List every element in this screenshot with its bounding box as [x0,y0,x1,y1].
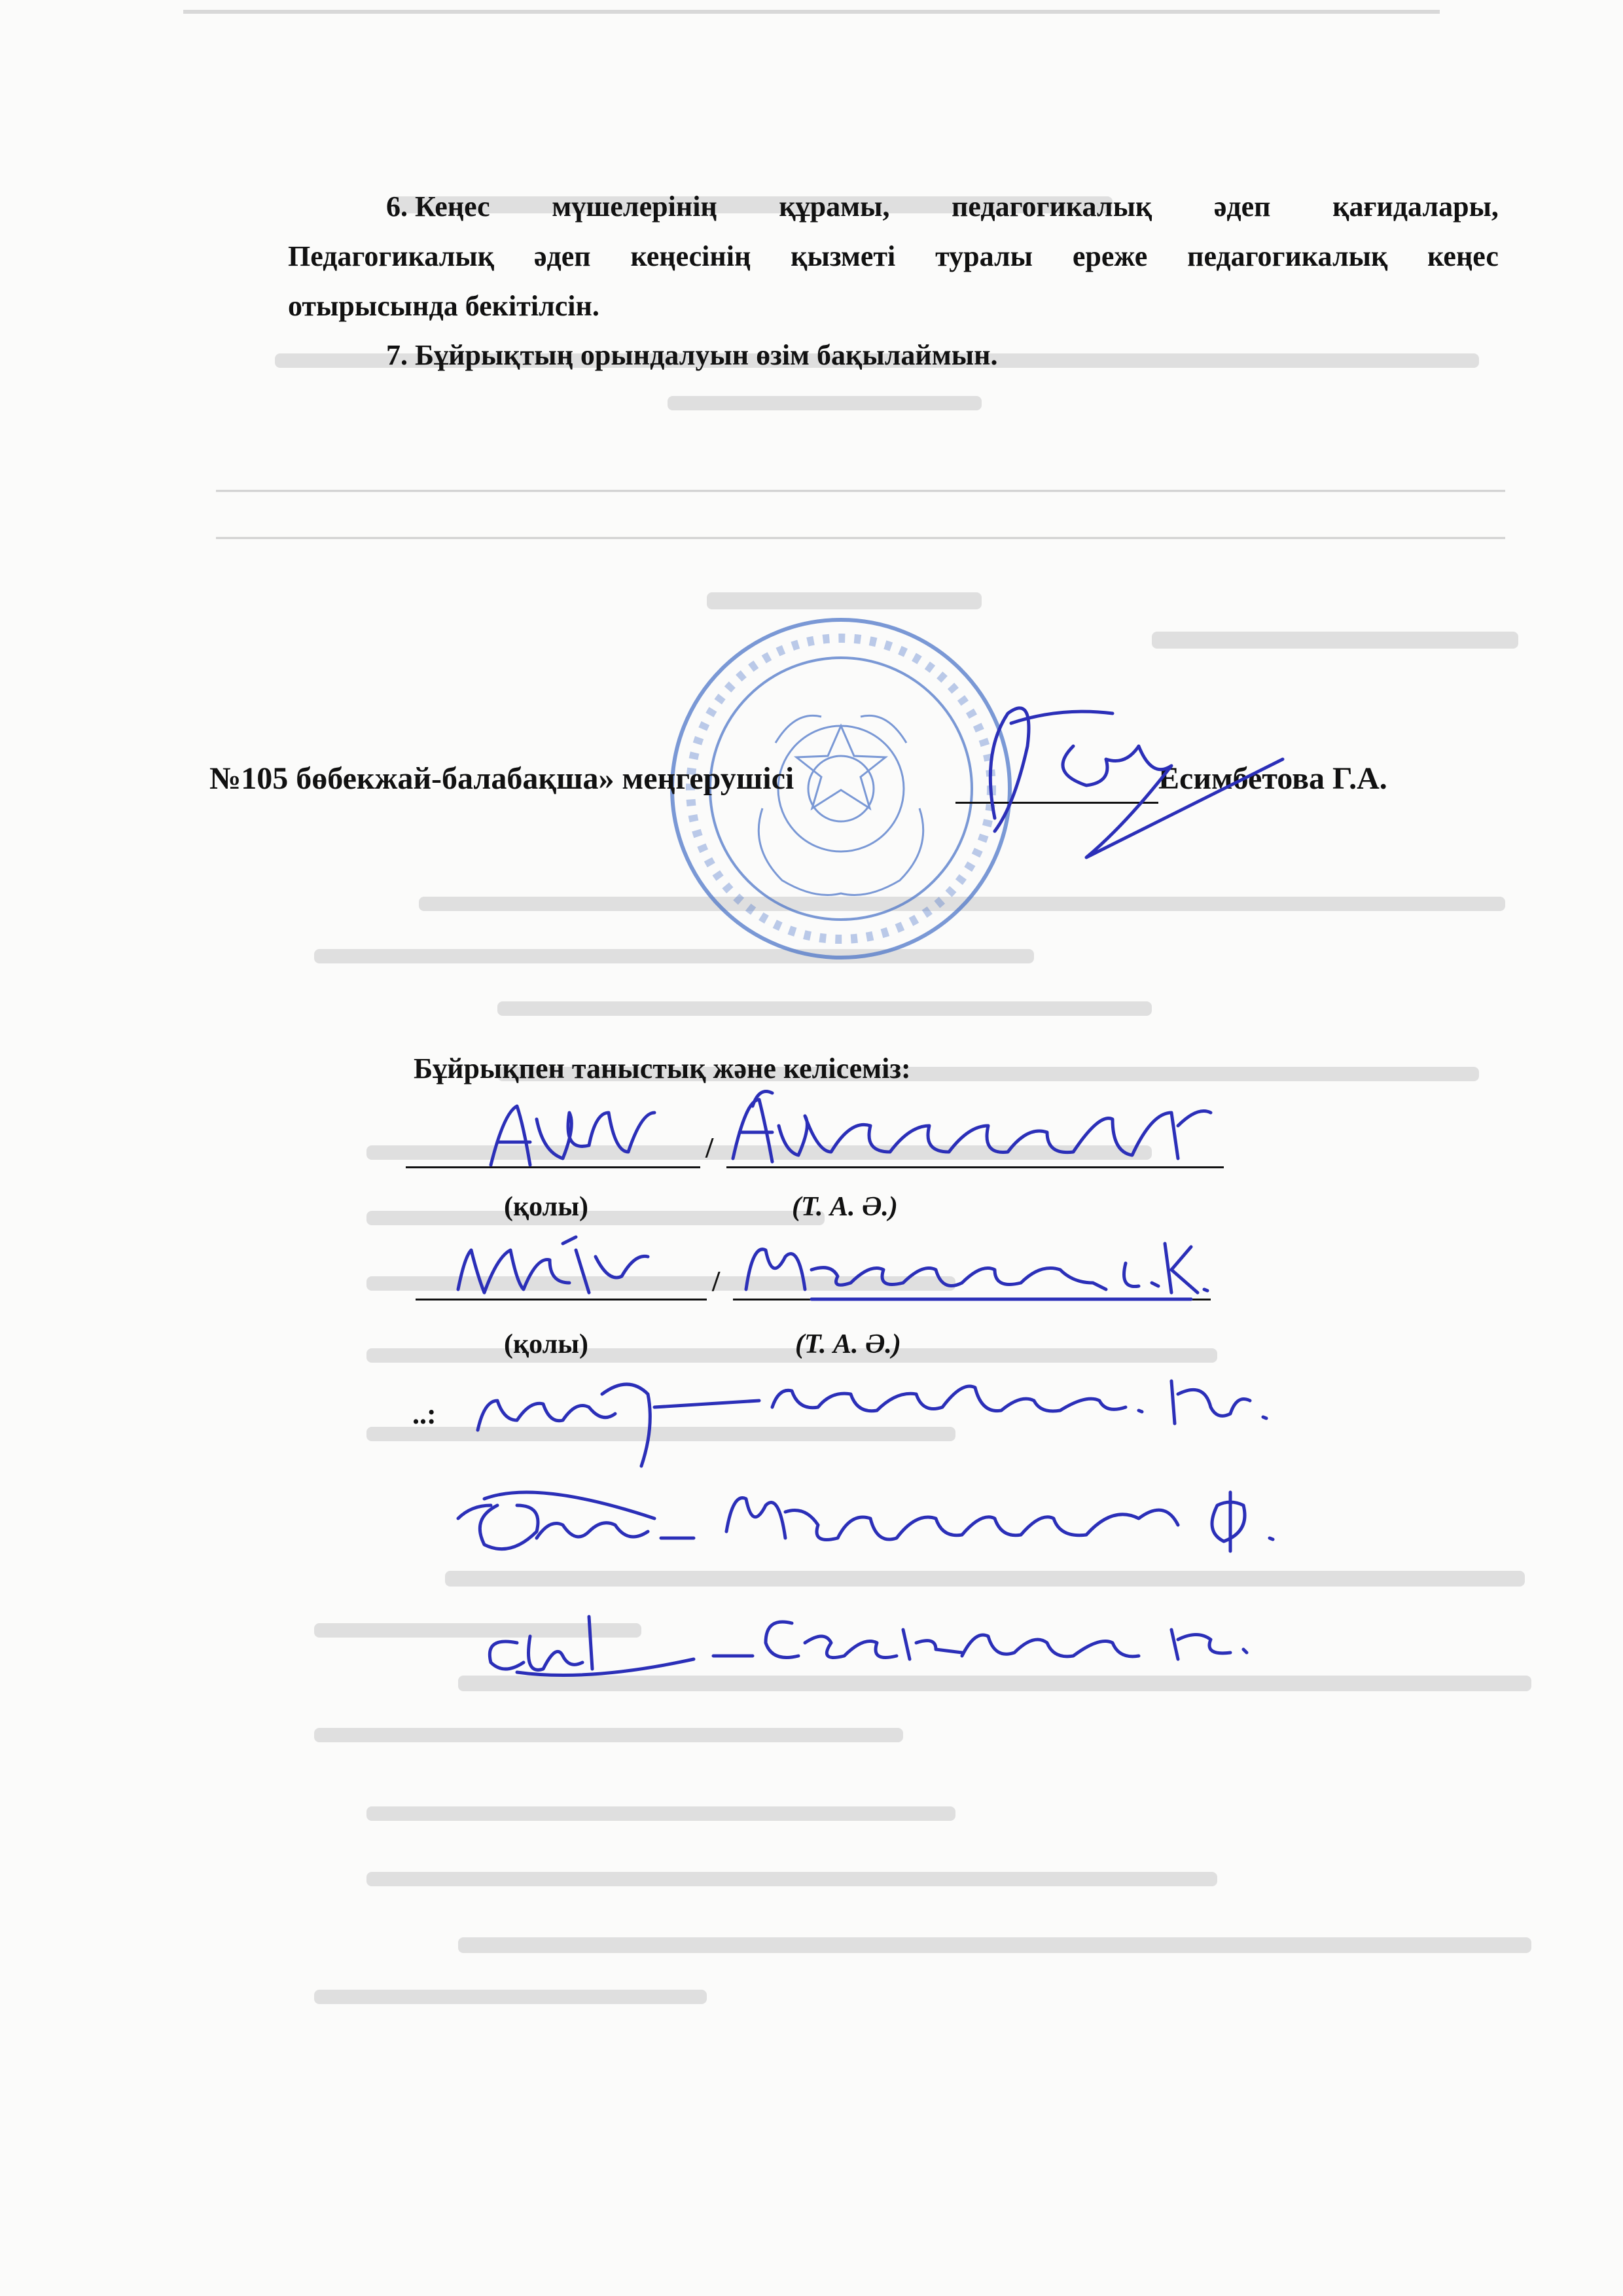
item-6-word: құрамы, [779,190,890,223]
name-line-1 [726,1166,1224,1168]
item-6-word: қағидалары, [1332,190,1499,223]
name-caption-2: (Т. А. Ә.) [795,1329,901,1359]
item-6-word: 6. Кеңес [386,190,490,223]
item-6-word: ереже [1072,240,1148,272]
item-6-word: педагогикалық [952,190,1152,223]
director-name: Есимбетова Г.А. [1158,761,1387,796]
sign-caption-2: (қолы) [504,1329,588,1359]
item-6-paragraph [288,182,1499,331]
item-6-word: қызметі [791,240,896,272]
item-6-word: туралы [935,240,1033,272]
item-6-word: педагогикалық [1187,240,1388,272]
item-6-word: әдеп [1213,190,1271,223]
item-7-paragraph: 7. Бұйрықтың орындалуын өзім бақылаймын. [386,339,998,371]
item-6-last-line: отырысында бекітілсін. [288,290,599,322]
name-caption-1: (Т. А. Ә.) [792,1192,898,1222]
item-6-word: әдеп [533,240,591,272]
name-line-2 [733,1299,1211,1300]
slash-separator-2: / [712,1265,721,1297]
sign-caption-1: (қолы) [504,1192,588,1222]
director-signature-line [955,802,1158,804]
signature-line-1 [406,1166,700,1168]
item-6-word: кеңес [1427,240,1499,272]
item-6-word: мүшелерінің [552,190,717,223]
continuation-ellipsis: ..: [412,1398,437,1430]
signature-line-2 [416,1299,707,1300]
slash-separator-1: / [705,1132,714,1164]
item-6-word: Педагогикалық [288,240,495,272]
director-title: №105 бөбекжай-балабақша» меңгерушісі [209,761,794,796]
item-6-word: кеңесінің [630,240,751,272]
acknowledgement-title: Бұйрықпен таныстық және келісеміз: [414,1052,911,1085]
